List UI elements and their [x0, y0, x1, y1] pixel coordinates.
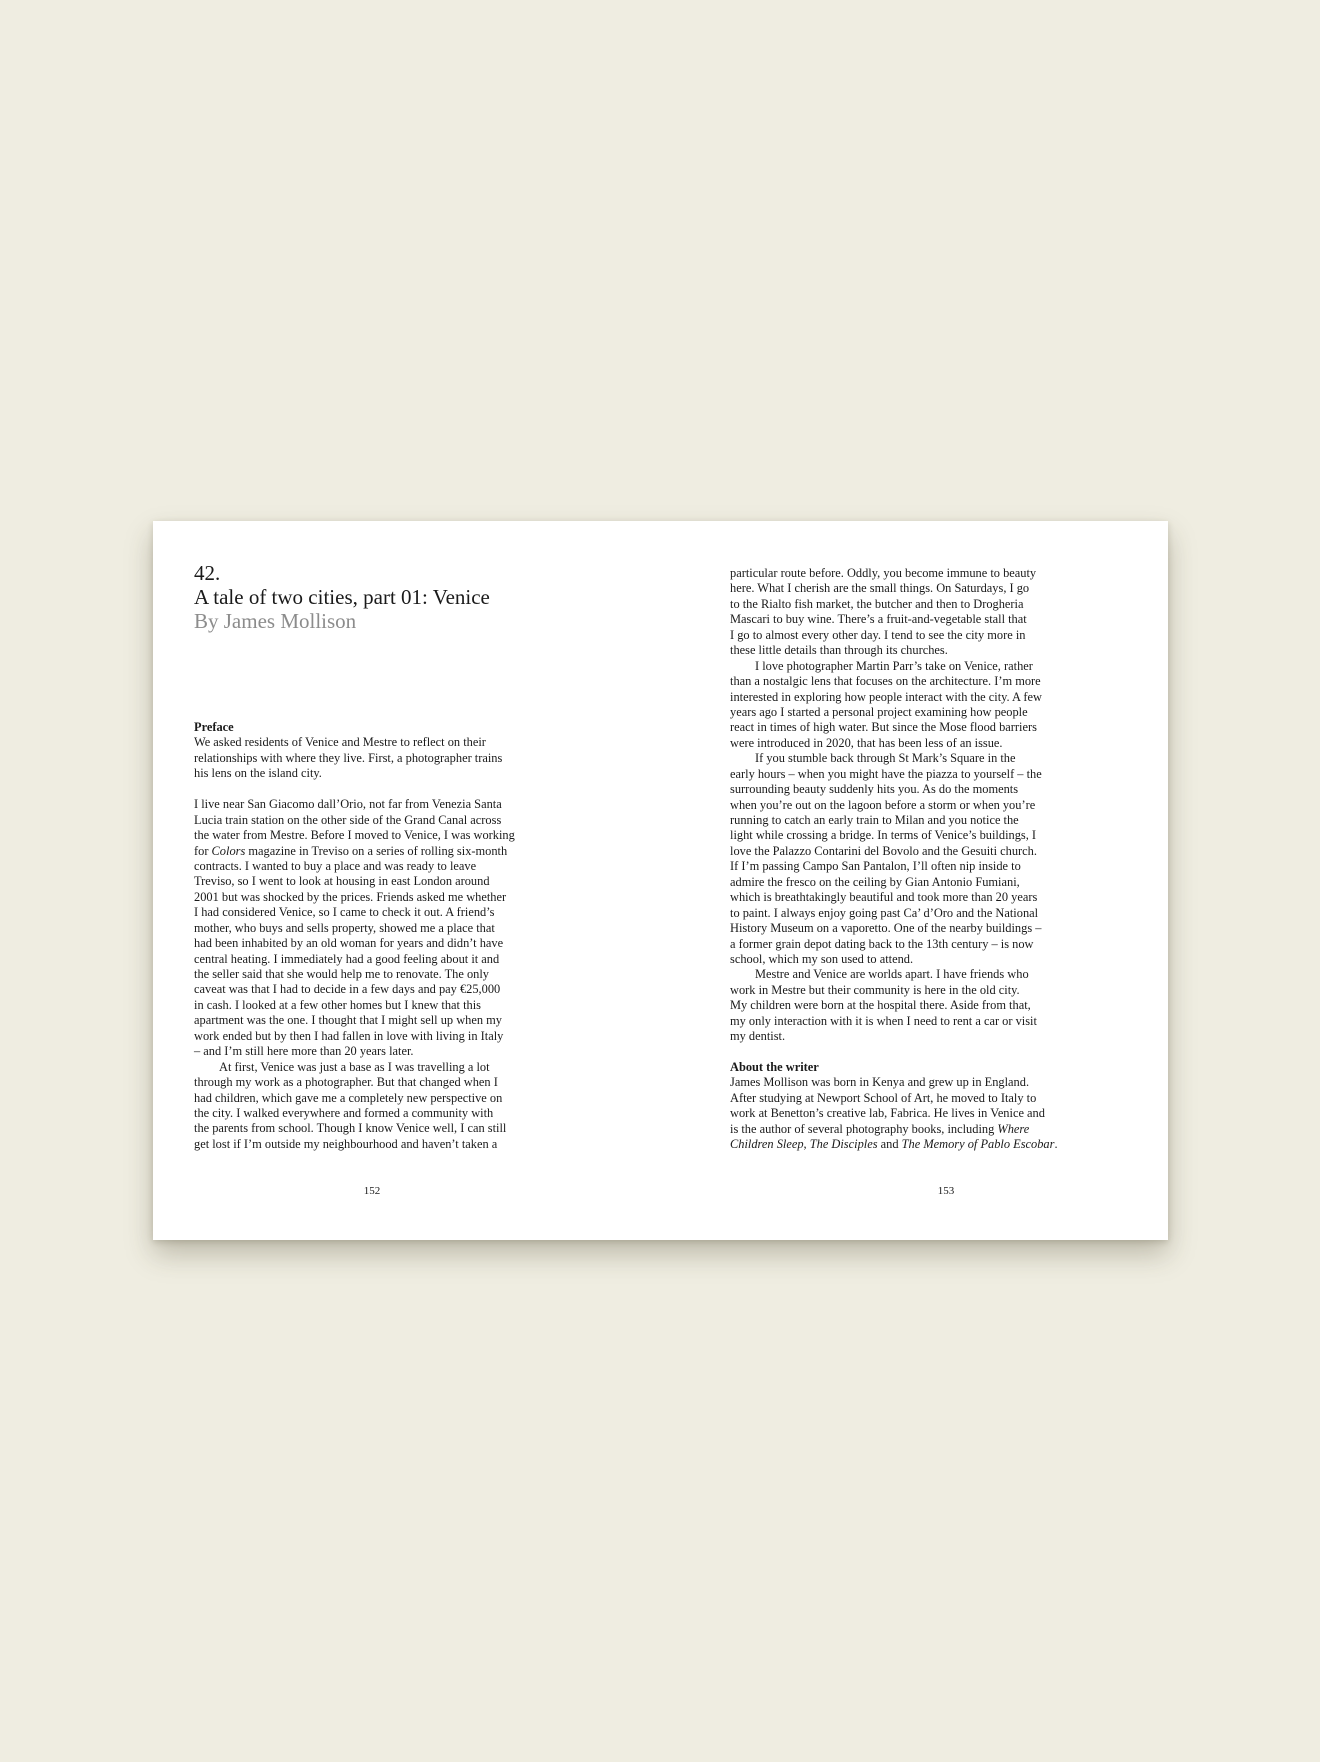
body-line: I live near San Giacomo dall’Orio, not far from Venezia Santa: [194, 797, 502, 812]
body-line: school, which my son used to attend.: [730, 951, 914, 966]
body-line: mother, who buys and sells property, showed me a place that: [194, 920, 495, 935]
body-line: years ago I started a personal project examining how people: [730, 704, 1028, 719]
book-spread: [153, 521, 1168, 1240]
body-line: for Colors magazine in Treviso on a series of rolling six-month: [194, 843, 508, 858]
preface-heading: Preface: [194, 720, 234, 734]
book-title: The Memory of Pablo Escobar: [901, 1137, 1055, 1152]
body-line: through my work as a photographer. But that changed when I: [194, 1075, 498, 1090]
right-column-text: [730, 566, 1170, 1153]
body-line: contracts. I wanted to buy a place and was ready to leave: [194, 858, 477, 873]
left-column-text: [194, 720, 634, 1152]
preface-line: We asked residents of Venice and Mestre to reflect on their: [194, 735, 486, 750]
body-line: here. What I cherish are the small things. On Saturdays, I go: [730, 581, 1030, 596]
article-heading: [194, 561, 634, 633]
body-line: particular route before. Oddly, you become immune to beauty: [730, 566, 1037, 580]
body-line: the city. I walked everywhere and formed a community with: [194, 1105, 494, 1120]
article-title: A tale of two cities, part 01: Venice: [194, 585, 490, 609]
body-line: love the Palazzo Contarini del Bovolo and the Gesuiti church.: [730, 843, 1037, 858]
body-line: Lucia train station on the other side of the Grand Canal across: [194, 812, 502, 827]
body-line: my dentist.: [730, 1029, 786, 1044]
body-line: running to catch an early train to Milan and you notice the: [730, 813, 1019, 827]
magazine-title: Colors: [211, 843, 246, 858]
body-line: early hours – when you might have the piazza to yourself – the: [730, 766, 1042, 781]
body-line: – and I’m still here more than 20 years later.: [194, 1044, 414, 1059]
article-number: 42.: [194, 561, 221, 585]
body-line: to the Rialto fish market, the butcher and then to Drogheria: [730, 596, 1024, 611]
book-title: The Disciples: [809, 1137, 878, 1152]
body-line: when you’re out on the lagoon before a storm or when you’re: [730, 797, 1036, 812]
body-line: interested in exploring how people interact with the city. A few: [730, 689, 1042, 704]
about-line: After studying at Newport School of Art, he moved to Italy to: [730, 1090, 1037, 1105]
body-line: the water from Mestre. Before I moved to Venice, I was working: [194, 828, 515, 843]
body-line: work ended but by then I had fallen in love with living in Italy: [194, 1028, 504, 1043]
body-line: than a nostalgic lens that focuses on the architecture. I’m more: [730, 674, 1041, 689]
body-line: get lost if I’m outside my neighbourhood and haven’t taken a: [194, 1136, 498, 1151]
body-line: I love photographer Martin Parr’s take on Venice, rather: [755, 658, 1033, 673]
body-line: At first, Venice was just a base as I was travelling a lot: [219, 1059, 490, 1074]
right-page: [660, 521, 1168, 1240]
body-line: surrounding beauty suddenly hits you. As do the moments: [730, 782, 1019, 797]
body-line: these little details than through its churches.: [730, 643, 948, 658]
about-line: James Mollison was born in Kenya and grew up in England.: [730, 1075, 1030, 1090]
body-line: work in Mestre but their community is here in the old city.: [730, 982, 1020, 997]
about-line: is the author of several photography books, including Where: [730, 1121, 1030, 1136]
preface-line: his lens on the island city.: [194, 766, 322, 781]
body-line: react in times of high water. But since the Mose flood barriers: [730, 720, 1037, 735]
body-line: had been inhabited by an old woman for years and didn’t have: [194, 936, 504, 951]
body-line: central heating. I immediately had a good feeling about it and: [194, 951, 500, 966]
body-line: Mestre and Venice are worlds apart. I have friends who: [755, 967, 1029, 982]
body-line: apartment was the one. I thought that I might sell up when my: [194, 1013, 502, 1028]
body-line: Treviso, so I went to look at housing in east London around: [194, 874, 490, 889]
body-line: My children were born at the hospital there. Aside from that,: [730, 998, 1031, 1013]
body-line: which is breathtakingly beautiful and took more than 20 years: [730, 890, 1038, 905]
book-title: Where: [997, 1121, 1030, 1136]
body-line: I go to almost every other day. I tend to see the city more in: [730, 627, 1026, 642]
body-line: to paint. I always enjoy going past Ca’ d’Oro and the National: [730, 905, 1039, 920]
body-line: admire the fresco on the ceiling by Gian Antonio Fumiani,: [730, 874, 1020, 889]
paragraph-gap: [194, 782, 634, 797]
body-line: If I’m passing Campo San Pantalon, I’ll often nip inside to: [730, 859, 1021, 874]
paragraph-gap: [730, 1045, 1170, 1060]
body-line: the seller said that she would help me to renovate. The only: [194, 967, 490, 981]
body-line: a former grain depot dating back to the 13th century – is now: [730, 936, 1034, 951]
body-line: my only interaction with it is when I need to rent a car or visit: [730, 1013, 1037, 1028]
page-number-right: 153: [937, 1185, 955, 1197]
book-title: Children Sleep: [730, 1137, 804, 1152]
body-line: light while crossing a bridge. In terms of Venice’s buildings, I: [730, 828, 1037, 843]
about-heading: About the writer: [730, 1060, 819, 1074]
body-line: in cash. I looked at a few other homes but I knew that this: [194, 997, 481, 1012]
preface-line: relationships with where they live. First, a photographer trains: [194, 750, 503, 765]
body-line: were introduced in 2020, that has been less of an issue.: [730, 735, 1003, 750]
article-byline: By James Mollison: [194, 609, 357, 633]
about-line: Children Sleep, The Disciples and The Memory of Pablo Escobar.: [730, 1137, 1058, 1152]
body-line: had children, which gave me a completely new perspective on: [194, 1090, 503, 1105]
body-line: Mascari to buy wine. There’s a fruit-and-vegetable stall that: [730, 612, 1027, 627]
page-number-left: 152: [363, 1185, 381, 1197]
body-line: History Museum on a vaporetto. One of the nearby buildings –: [730, 921, 1042, 936]
body-line: If you stumble back through St Mark’s Square in the: [755, 751, 1016, 766]
body-line: the parents from school. Though I know Venice well, I can still: [194, 1121, 507, 1136]
body-line: caveat was that I had to decide in a few days and pay €25,000: [194, 982, 501, 997]
body-line: I had considered Venice, so I came to check it out. A friend’s: [194, 905, 495, 920]
body-line: 2001 but was shocked by the prices. Friends asked me whether: [194, 889, 507, 904]
left-page: [153, 521, 660, 1240]
about-line: work at Benetton’s creative lab, Fabrica. He lives in Venice and: [730, 1106, 1045, 1121]
